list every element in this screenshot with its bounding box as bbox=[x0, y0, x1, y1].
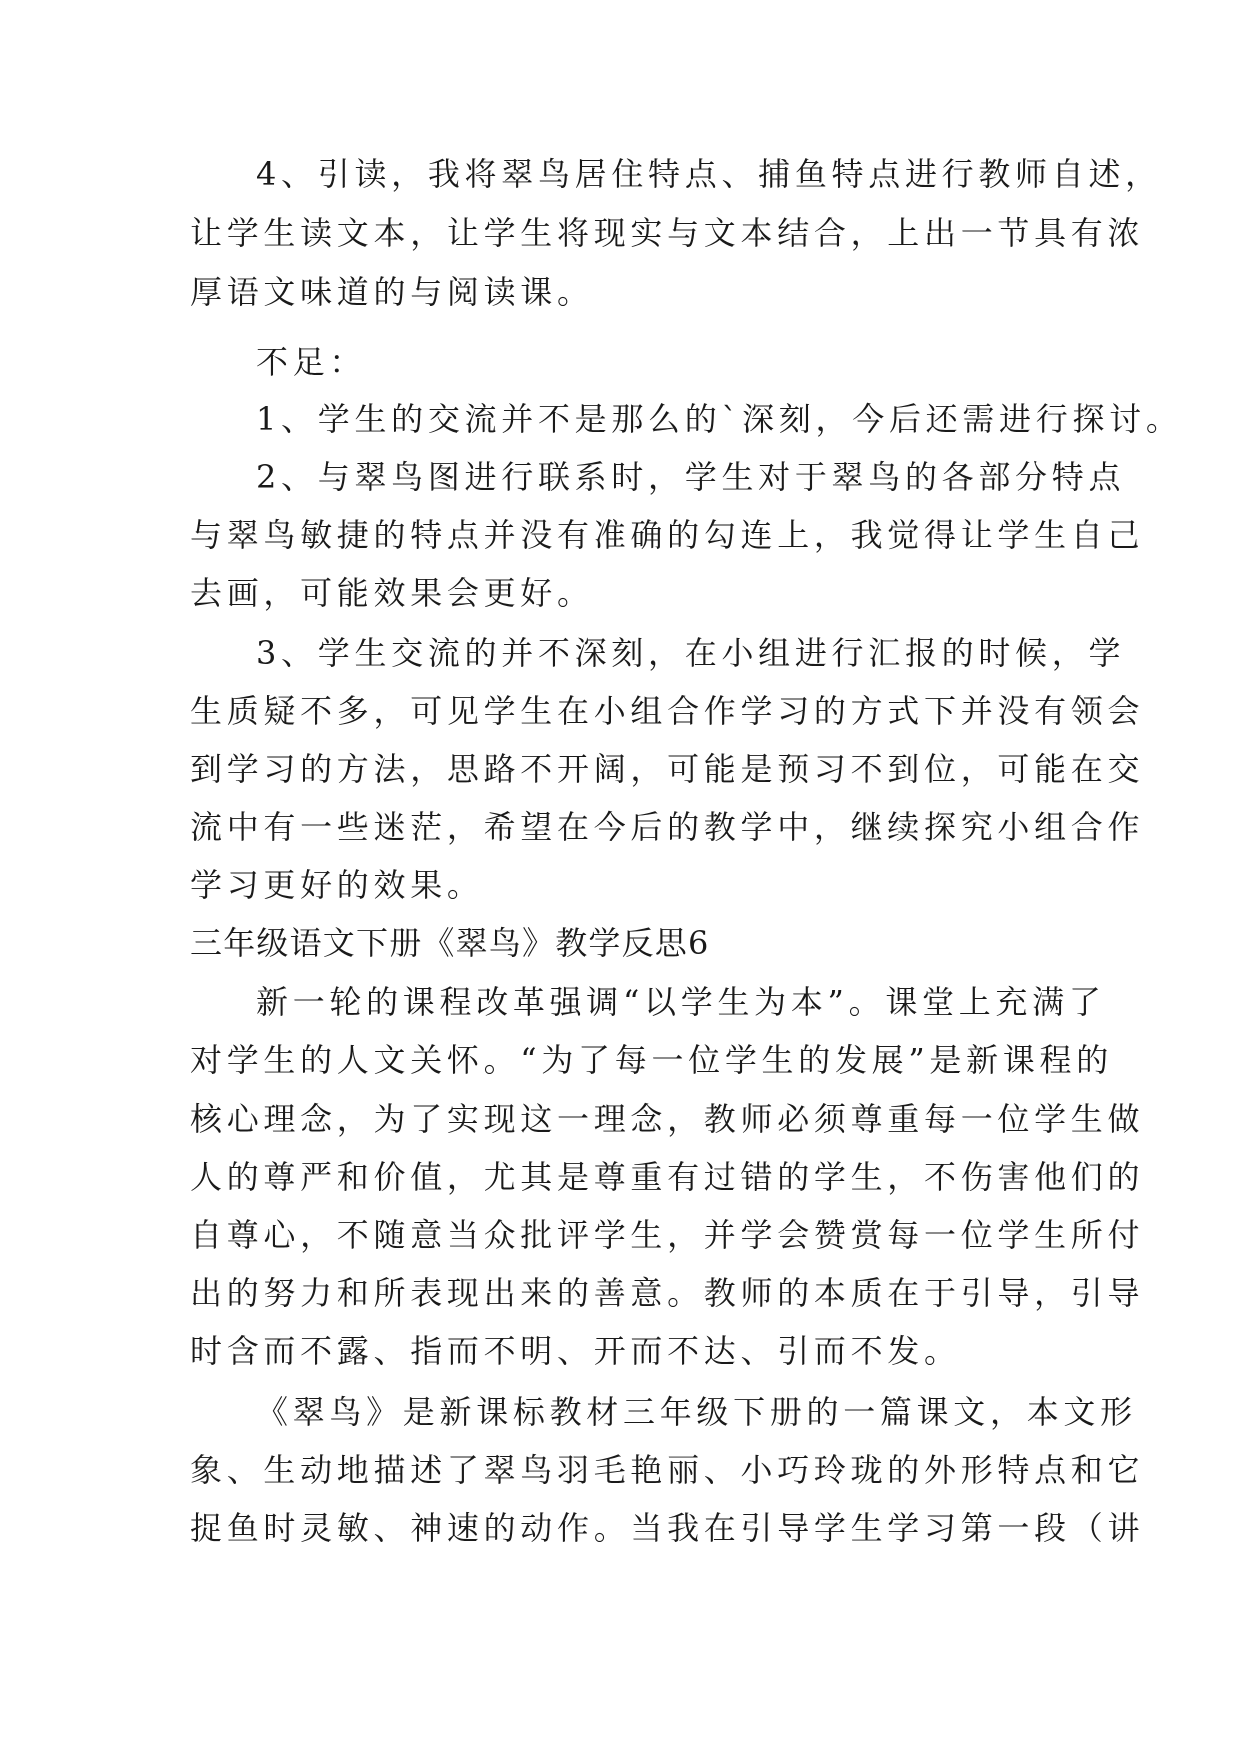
paragraph-line: 时含而不露、指而不明、开而不达、引而不发。 bbox=[190, 1332, 961, 1370]
paragraph-line: 去画，可能效果会更好。 bbox=[190, 574, 594, 612]
section-heading: 三年级语文下册《翠鸟》教学反思6 bbox=[190, 924, 710, 962]
paragraph-line: 3、学生交流的并不深刻，在小组进行汇报的时候，学 bbox=[256, 634, 1126, 672]
paragraph-line: 生质疑不多，可见学生在小组合作学习的方式下并没有领会 bbox=[190, 692, 1145, 730]
paragraph-line: 《翠鸟》是新课标教材三年级下册的一篇课文，本文形 bbox=[256, 1393, 1137, 1431]
paragraph-line: 2、与翠鸟图进行联系时，学生对于翠鸟的各部分特点 bbox=[256, 458, 1126, 496]
paragraph-line: 厚语文味道的与阅读课。 bbox=[190, 273, 594, 311]
paragraph-line: 出的努力和所表现出来的善意。教师的本质在于引导，引导 bbox=[190, 1274, 1145, 1312]
paragraph-line: 4、引读，我将翠鸟居住特点、捕鱼特点进行教师自述， bbox=[256, 155, 1162, 193]
paragraph-line: 自尊心，不随意当众批评学生，并学会赞赏每一位学生所付 bbox=[190, 1216, 1145, 1254]
section-label: 不足： bbox=[256, 343, 367, 381]
paragraph-line: 1、学生的交流并不是那么的`深刻，今后还需进行探讨。 bbox=[256, 400, 1183, 438]
paragraph-line: 捉鱼时灵敏、神速的动作。当我在引导学生学习第一段（讲 bbox=[190, 1509, 1145, 1547]
paragraph-line: 核心理念，为了实现这一理念，教师必须尊重每一位学生做 bbox=[190, 1100, 1145, 1138]
paragraph-line: 与翠鸟敏捷的特点并没有准确的勾连上，我觉得让学生自己 bbox=[190, 516, 1145, 554]
paragraph-line: 流中有一些迷茫，希望在今后的教学中，继续探究小组合作 bbox=[190, 808, 1145, 846]
paragraph-line: 对学生的人文关怀。“为了每一位学生的发展”是新课程的 bbox=[190, 1041, 1113, 1079]
paragraph-line: 到学习的方法，思路不开阔，可能是预习不到位，可能在交 bbox=[190, 750, 1145, 788]
paragraph-line: 新一轮的课程改革强调“以学生为本”。课堂上充满了 bbox=[256, 983, 1106, 1021]
paragraph-line: 让学生读文本，让学生将现实与文本结合，上出一节具有浓 bbox=[190, 214, 1145, 252]
paragraph-line: 学习更好的效果。 bbox=[190, 866, 484, 904]
paragraph-line: 人的尊严和价值，尤其是尊重有过错的学生，不伤害他们的 bbox=[190, 1158, 1145, 1196]
paragraph-line: 象、生动地描述了翠鸟羽毛艳丽、小巧玲珑的外形特点和它 bbox=[190, 1451, 1145, 1489]
